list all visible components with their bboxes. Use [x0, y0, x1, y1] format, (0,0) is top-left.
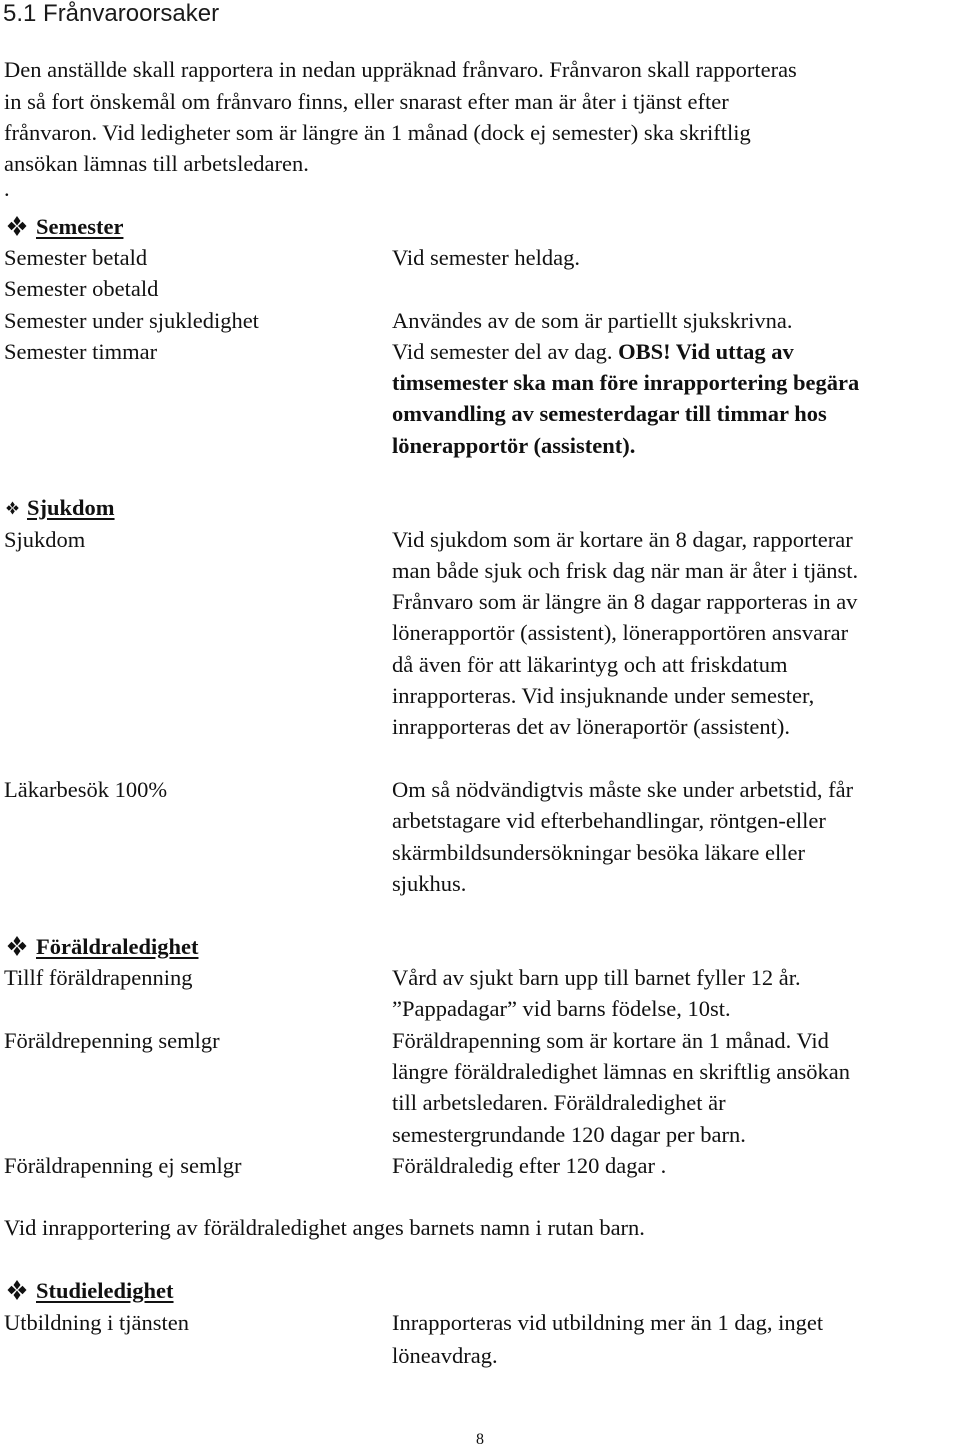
semlgr-desc-1: Föräldrapenning som är kortare än 1 månad. Vid: [392, 1028, 829, 1053]
semester-timmar-bold-3: omvandling av semesterdagar till timmar hos: [392, 401, 827, 426]
semester-obetald-label: Semester obetald: [4, 276, 159, 301]
lakarbesok-label: Läkarbesök 100%: [4, 777, 168, 802]
semester-timmar-desc: [392, 336, 794, 367]
section-title-foraldraledighet: Föräldraledighet: [36, 934, 199, 959]
sjukdom-desc-4: lönerapportör (assistent), lönerapportören ansvarar: [392, 620, 849, 645]
intro-line-3: frånvaron. Vid ledigheter som är längre än 1 månad (dock ej semester) ska skriftlig: [4, 120, 751, 145]
semlgr-desc-2: längre föräldraledighet lämnas en skriftlig ansökan: [392, 1059, 850, 1084]
sjukdom-desc-6: inrapporteras. Vid insjuknande under semester,: [392, 683, 815, 708]
sjukdom-desc-2: man både sjuk och frisk dag när man är åter i tjänst.: [392, 558, 859, 583]
semester-timmar-obs: OBS! Vid uttag av: [618, 339, 794, 364]
lakarbesok-desc-4: sjukhus.: [392, 871, 467, 896]
sjukdom-desc-7: inrapporteras det av löneraportör (assistent).: [392, 714, 790, 739]
semester-timmar-bold-4: lönerapportör (assistent).: [392, 433, 636, 458]
foraldraledighet-note: Vid inrapportering av föräldraledighet anges barnets namn i rutan barn.: [4, 1215, 645, 1240]
sjukdom-desc-5: då även för att läkarintyg och att friskdatum: [392, 652, 788, 677]
section-title-sjukdom: Sjukdom: [27, 495, 115, 520]
four-diamond-bullet-icon: [4, 1280, 30, 1300]
semester-sjuk-label: Semester under sjukledighet: [4, 308, 259, 333]
four-diamond-bullet-icon: [4, 216, 30, 236]
section-heading-foraldraledighet: [4, 931, 198, 962]
lakarbesok-desc-1: Om så nödvändigtvis måste ske under arbetstid, får: [392, 777, 854, 802]
semester-betald-label: Semester betald: [4, 245, 148, 270]
semester-timmar-bold-2: timsemester ska man före inrapportering begära: [392, 370, 860, 395]
section-heading-semester: [4, 211, 123, 242]
sjukdom-desc-1: Vid sjukdom som är kortare än 8 dagar, rapporterar: [392, 527, 853, 552]
semester-timmar-plain: Vid semester del av dag.: [392, 339, 619, 364]
semester-betald-desc: Vid semester heldag.: [392, 245, 580, 270]
page-title: 5.1 Frånvaroorsaker: [3, 0, 220, 27]
page-number: 8: [476, 1431, 484, 1448]
foraldrapenning-ej-semlgr-label: Föräldrapenning ej semlgr: [4, 1153, 242, 1178]
semester-timmar-label: Semester timmar: [4, 339, 158, 364]
lakarbesok-desc-2: arbetstagare vid efterbehandlingar, röntgen-eller: [392, 808, 826, 833]
intro-line-2: in så fort önskemål om frånvaro finns, eller snarast efter man är åter i tjänst efter: [4, 89, 729, 114]
semlgr-desc-3: till arbetsledaren. Föräldraledighet är: [392, 1090, 726, 1115]
utbildning-desc-1: Inrapporteras vid utbildning mer än 1 dag, inget: [392, 1310, 824, 1335]
ej-semlgr-desc: Föräldraledig efter 120 dagar .: [392, 1153, 667, 1178]
tillf-desc-2: ”Pappadagar” vid barns födelse, 10st.: [392, 996, 731, 1021]
four-diamond-bullet-icon: [4, 936, 30, 956]
tillf-foraldrapenning-label: Tillf föräldrapenning: [4, 965, 193, 990]
utbildning-desc-2: löneavdrag.: [392, 1343, 498, 1368]
semester-sjuk-desc: Användes av de som är partiellt sjukskrivna.: [392, 308, 793, 333]
utbildning-label: Utbildning i tjänsten: [4, 1310, 189, 1335]
four-diamond-bullet-icon: [4, 501, 21, 515]
sjukdom-desc-3: Frånvaro som är längre än 8 dagar rapporteras in av: [392, 589, 858, 614]
section-heading-studieledighet: [4, 1275, 174, 1306]
sjukdom-label: Sjukdom: [4, 527, 86, 552]
semlgr-desc-4: semestergrundande 120 dagar per barn.: [392, 1122, 746, 1147]
intro-line-5: .: [4, 176, 10, 201]
lakarbesok-desc-3: skärmbildsundersökningar besöka läkare eller: [392, 840, 805, 865]
intro-line-4: ansökan lämnas till arbetsledaren.: [4, 151, 309, 176]
section-title-studieledighet: Studieledighet: [36, 1278, 174, 1303]
intro-line-1: Den anställde skall rapportera in nedan uppräknad frånvaro. Frånvaron skall rapporteras: [4, 57, 797, 82]
foraldrepenning-semlgr-label: Föräldrepenning semlgr: [4, 1028, 220, 1053]
tillf-desc-1: Vård av sjukt barn upp till barnet fyller 12 år.: [392, 965, 801, 990]
section-title-semester: Semester: [36, 214, 124, 239]
section-heading-sjukdom: [4, 492, 115, 523]
